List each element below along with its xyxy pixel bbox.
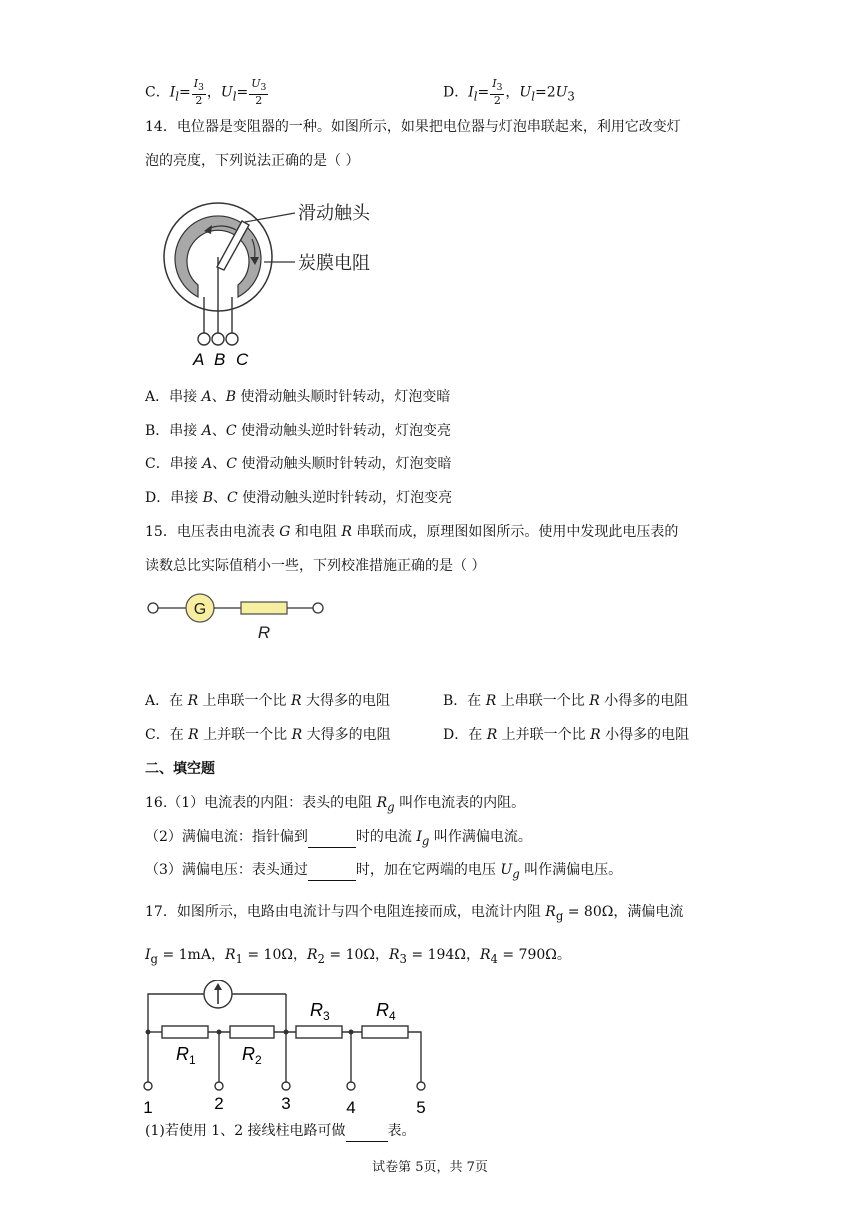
input-terminal xyxy=(148,603,158,613)
label-terminal-b: B xyxy=(214,350,226,369)
q14-stem-line2: 泡的亮度，下列说法正确的是（ ） xyxy=(145,153,360,169)
label-terminal-c: C xyxy=(236,350,249,369)
q13-option-c: C．$I_l=$ $\frac{I_3}{2}$ ，$U_l=$ $\frac{U_3}{2}$ xyxy=(145,77,267,108)
q15-stem-line1: 15．电压表由电流表 G 和电阻 R 串联而成，原理图如图所示。使用中发现此电压表的 xyxy=(145,524,679,540)
q15-stem-line2: 读数总比实际值稍小一些，下列校准措施正确的是（ ） xyxy=(145,558,486,574)
terminal-a xyxy=(198,333,210,345)
label-r4: $R_4$ xyxy=(376,1000,396,1023)
q14-option-c: C．串接 A、C 使滑动触头顺时针转动，灯泡变暗 xyxy=(145,456,452,472)
q15-option-d: D．在 R 上并联一个比 R 小得多的电阻 xyxy=(443,727,690,743)
resistor-symbol xyxy=(241,602,287,614)
answer-blank[interactable] xyxy=(308,827,356,848)
resistor-r2 xyxy=(230,1026,274,1038)
label-terminal-2: 2 xyxy=(214,1094,224,1113)
resistor-r3 xyxy=(296,1026,342,1038)
q14-option-b: B．串接 A、C 使滑动触头逆时针转动，灯泡变亮 xyxy=(145,423,452,439)
label-terminal-1: 1 xyxy=(143,1098,153,1117)
answer-blank[interactable] xyxy=(308,860,356,881)
terminal-b xyxy=(212,333,224,345)
label-slider: 滑动触头 xyxy=(298,203,370,223)
q15-option-c: C．在 R 上并联一个比 R 大得多的电阻 xyxy=(145,727,391,743)
label-terminal-a: A xyxy=(193,350,205,369)
q17-sub1: (1)若使用 1、2 接线柱电路可做 表。 xyxy=(145,1121,416,1142)
label-terminal-3: 3 xyxy=(281,1094,291,1113)
voltmeter-circuit-diagram xyxy=(145,592,335,646)
fraction: $\frac{I_3}{2}$ xyxy=(492,77,503,108)
resistor-r4 xyxy=(362,1026,408,1038)
junction-dot xyxy=(146,1030,151,1035)
terminal-1 xyxy=(144,1082,152,1090)
galvanometer-label: G xyxy=(193,601,207,618)
q16-line3: （3）满偏电压：表头通过 时，加在它两端的电压 $U_g$ 叫作满偏电压。 xyxy=(145,862,623,881)
q15-option-b: B．在 R 上串联一个比 R 小得多的电阻 xyxy=(443,693,689,709)
junction-dot xyxy=(349,1030,354,1035)
section-title: 二、填空题 xyxy=(145,761,215,777)
q14-stem-line1: 14．电位器是变阻器的一种。如图所示，如果把电位器与灯泡串联起来，利用它改变灯 xyxy=(145,119,681,135)
q16-line2: （2）满偏电流：指针偏到 时的电流 $I_g$ 叫作满偏电流。 xyxy=(145,829,532,848)
label-terminal-4: 4 xyxy=(346,1098,356,1117)
label-film: 炭膜电阻 xyxy=(298,253,370,273)
q17-stem-line2: $I_g = 1mA$，$R_1 = 10\Omega$，$R_2 = 10\Omega$，$R_3 = 194\Omega$，$R_4 = 790\Omega$。 xyxy=(145,947,571,966)
q16-line1: 16.（1）电流表的内阻：表头的电阻 $R_g$ 叫作电流表的内阻。 xyxy=(145,795,526,814)
fraction: $\frac{I_3}{2}$ xyxy=(193,77,204,108)
terminal-2 xyxy=(215,1082,223,1090)
potentiometer-diagram xyxy=(160,195,400,375)
q13-option-d: D．$I_l=$ $\frac{I_3}{2}$ ，$U_l=2U_3$ xyxy=(443,77,575,108)
wire xyxy=(408,1032,421,1082)
q14-option-d: D．串接 B、C 使滑动触头逆时针转动，灯泡变亮 xyxy=(145,490,453,506)
terminal-c xyxy=(226,333,238,345)
junction-dot xyxy=(284,1030,289,1035)
q15-option-a: A．在 R 上串联一个比 R 大得多的电阻 xyxy=(145,693,391,709)
label-r3: $R_3$ xyxy=(310,1000,330,1023)
junction-dot xyxy=(217,1030,222,1035)
label-terminal-5: 5 xyxy=(416,1098,426,1117)
fraction: $\frac{U_3}{2}$ xyxy=(251,77,267,108)
output-terminal xyxy=(313,603,323,613)
resistor-label: R xyxy=(257,623,271,642)
multimeter-circuit-diagram xyxy=(138,980,438,1120)
terminal-3 xyxy=(282,1082,290,1090)
resistor-r1 xyxy=(162,1026,208,1038)
terminal-4 xyxy=(347,1082,355,1090)
q14-option-a: A．串接 A、B 使滑动触头顺时针转动，灯泡变暗 xyxy=(145,389,451,405)
terminal-5 xyxy=(417,1082,425,1090)
answer-blank[interactable] xyxy=(346,1121,388,1142)
label-r1: $R_1$ xyxy=(176,1044,196,1067)
page-footer: 试卷第 5页，共 7页 xyxy=(372,1160,488,1175)
q17-stem-line1: 17．如图所示，电路由电流计与四个电阻连接而成，电流计内阻 $R_g = 80\Omega$，满偏电流 xyxy=(145,904,684,923)
label-r2: $R_2$ xyxy=(242,1044,262,1067)
